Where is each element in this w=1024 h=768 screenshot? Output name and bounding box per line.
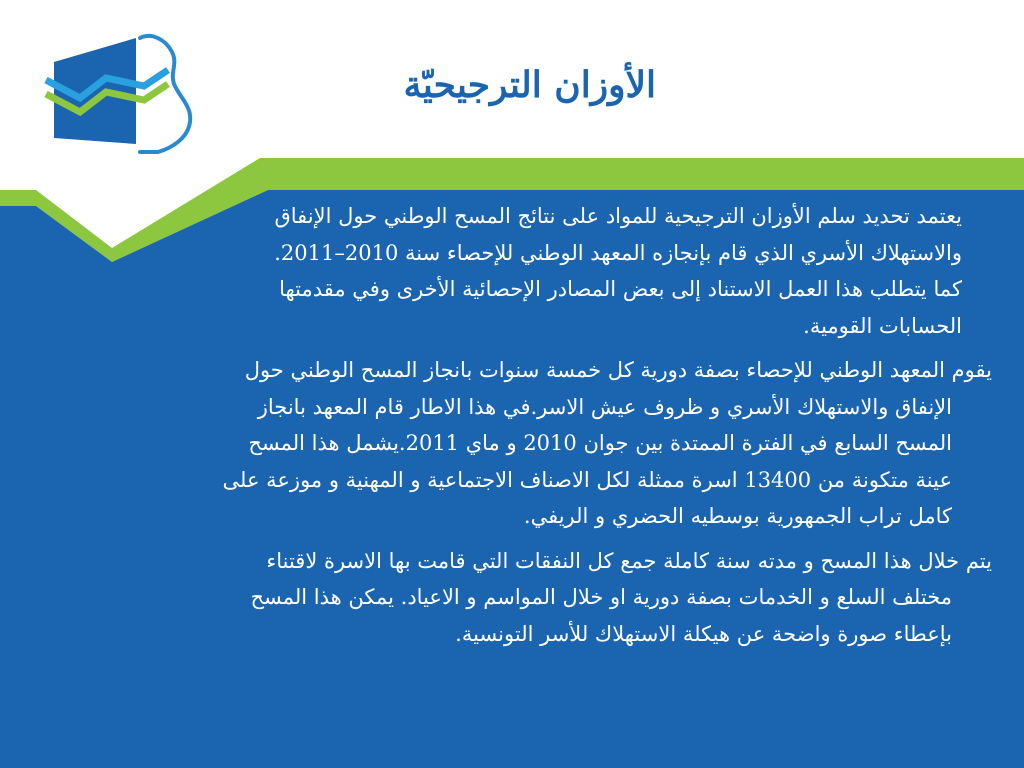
paragraph-2 bbox=[70, 352, 992, 535]
text-line: والاستهلاك الأسري الذي قام بإنجازه المعهد الوطني للإحصاء سنة 2010–2011. bbox=[274, 240, 962, 265]
slide-content bbox=[70, 198, 992, 652]
text-line: يعتمد تحديد سلم الأوزان الترجيحية للمواد على نتائج المسح الوطني حول الإنفاق bbox=[274, 204, 962, 228]
slide-title: الأوزان الترجيحيّة bbox=[403, 64, 656, 106]
text-line: عينة متكونة من 13400 اسرة ممثلة لكل الاصناف الاجتماعية و المهنية و موزعة على bbox=[222, 467, 952, 492]
institute-logo-icon bbox=[40, 28, 200, 158]
text-line: الإنفاق والاستهلاك الأسري و ظروف عيش الاسر.في هذا الاطار قام المعهد بانجاز bbox=[257, 394, 952, 419]
text-line: مختلف السلع و الخدمات بصفة دورية او خلال المواسم و الاعياد. يمكن هذا المسح bbox=[250, 585, 952, 609]
paragraph-3 bbox=[70, 543, 992, 653]
text-line: بإعطاء صورة واضحة عن هيكلة الاستهلاك للأسر التونسية. bbox=[455, 621, 952, 646]
text-line: المسح السابع في الفترة الممتدة بين جوان 2010 و ماي 2011.يشمل هذا المسح bbox=[248, 431, 952, 455]
text-line: كامل تراب الجمهورية بوسطيه الحضري و الريفي. bbox=[523, 504, 952, 528]
text-line: يتم خلال هذا المسح و مدته سنة كاملة جمع كل النفقات التي قامت بها الاسرة لاقتناء bbox=[266, 548, 992, 573]
text-line: يقوم المعهد الوطني للإحصاء بصفة دورية كل خمسة سنوات بانجاز المسح الوطني حول bbox=[244, 358, 992, 382]
paragraph-1 bbox=[70, 198, 992, 344]
text-line: الحسابات القومية. bbox=[803, 313, 962, 338]
text-line: كما يتطلب هذا العمل الاستناد إلى بعض المصادر الإحصائية الأخرى وفي مقدمتها bbox=[279, 277, 962, 301]
